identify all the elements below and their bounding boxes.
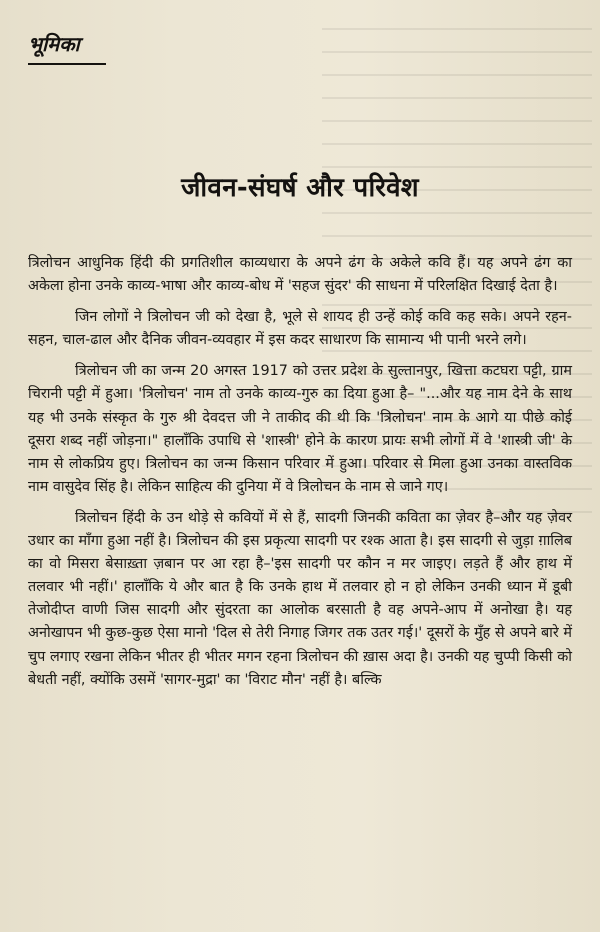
paragraph: जिन लोगों ने त्रिलोचन जी को देखा है, भूले से शायद ही उन्हें कोई कवि कह सके। अपने रहन-सहन, चाल-ढाल और दैनिक जीवन-व्यवहार में इस कदर साधारण कि सामान्य भी पानी भरने लगे। bbox=[28, 309, 572, 349]
paragraph: त्रिलोचन जी का जन्म 20 अगस्त 1917 को उत्तर प्रदेश के सुल्तानपुर, खित्ता कटघरा पट्टी, ग्राम चिरानी पट्टी में हुआ। 'त्रिलोचन' नाम तो उनके काव्य-गुरु का दिया हुआ है– "...और यह नाम देने के साथ यह भी उनके संस्कृत के गुरु श्री देवदत्त जी ने ताकीद की थी कि 'त्रिलोचन' नाम के आगे या पीछे कोई दूसरा शब्द नहीं जोड़ना।" हालाँकि उपाधि से 'शास्त्री' होने के कारण प्रायः सभी लोगों में वे 'शास्त्री जी' के नाम से लोकप्रिय हुए। त्रिलोचन का जन्म किसान परिवार में हुआ। परिवार से मिला हुआ उनका वास्तविक नाम वासुदेव सिंह है। लेकिन साहित्य की दुनिया में वे त्रिलोचन के नाम से जाने गए। bbox=[28, 363, 572, 495]
section-label-underline bbox=[28, 63, 106, 65]
paragraph: त्रिलोचन हिंदी के उन थोड़े से कवियों में से हैं, सादगी जिनकी कविता का ज़ेवर है–और यह ज़ेवर उधार का माँगा हुआ नहीं है। त्रिलोचन की इस प्रकृत्या सादगी पर रश्क आता है। इस सादगी से जुड़ा ग़ालिब का वो मिसरा बेसाख़्ता ज़बान पर आ रहा है–'इस सादगी पर कौन न मर जाइए। लड़ते हैं और हाथ में तलवार भी नहीं।' हालाँकि ये और बात है कि उनके हाथ में तलवार हो न हो लेकिन उनकी ध्यान में डूबी तेजोदीप्त वाणी जिस सादगी और सुंदरता का आलोक बरसाती है वह अपने-आप में अनोखा है। यह अनोखापन भी कुछ-कुछ ऐसा मानो 'दिल से तेरी निगाह जिगर तक उतर गई।' दूसरों के मुँह से अपने बारे में चुप लगाए रखना लेकिन भीतर ही भीतर मगन रहना त्रिलोचन की ख़ास अदा है। उनकी यह चुप्पी किसी को बेधती नहीं, क्योंकि उसमें 'सागर-मुद्रा' का 'विराट मौन' नहीं है। बल्कि bbox=[28, 509, 572, 688]
chapter-title: जीवन-संघर्ष और परिवेश bbox=[181, 173, 419, 203]
section-label: भूमिका bbox=[28, 32, 80, 56]
body-text bbox=[28, 252, 572, 700]
paragraph: त्रिलोचन आधुनिक हिंदी की प्रगतिशील काव्यधारा के अपने ढंग के अकेले कवि हैं। यह अपने ढंग का अकेला होना उनके काव्य-भाषा और काव्य-बोध में 'सहज सुंदर' की साधना में परिलक्षित दिखाई देता है। bbox=[28, 255, 572, 295]
